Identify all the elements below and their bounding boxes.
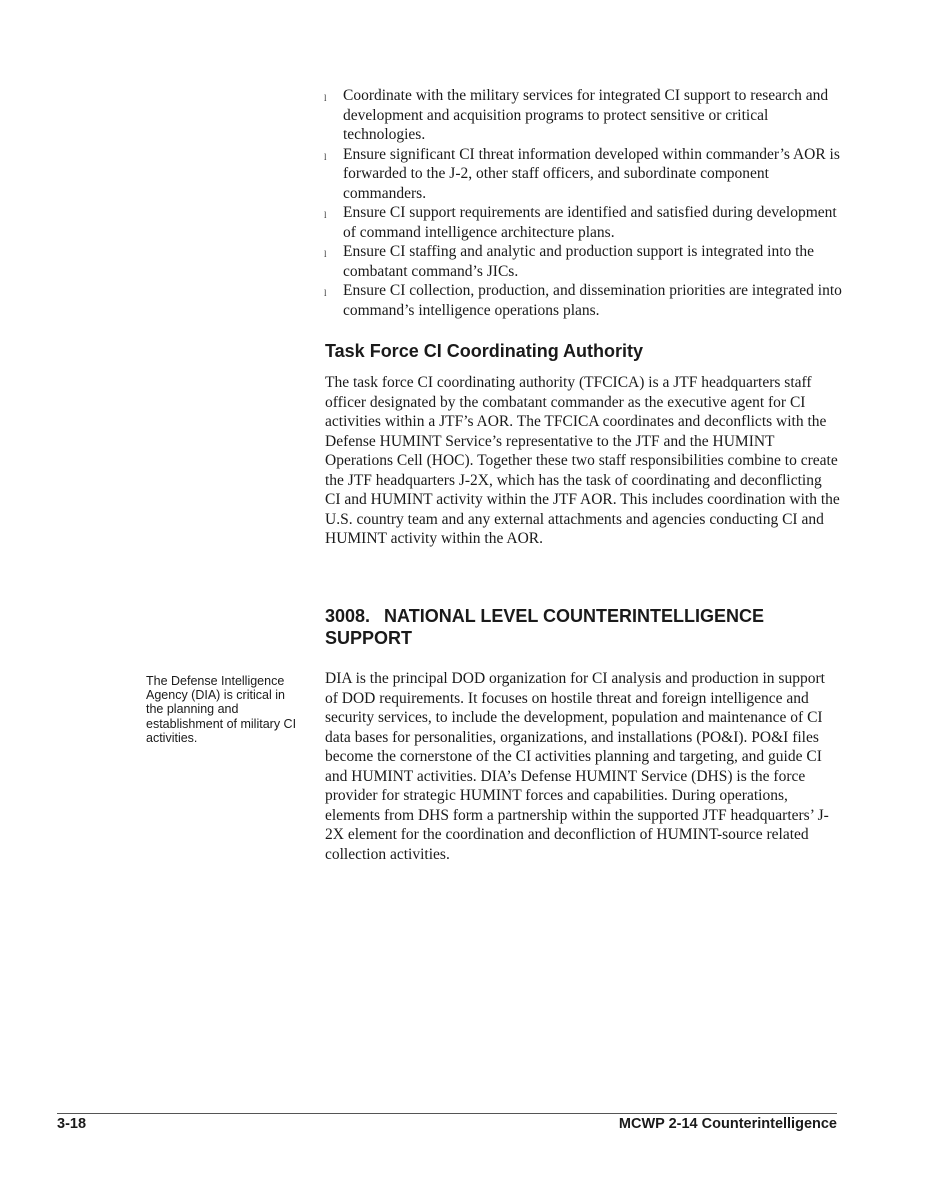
dia-paragraph: DIA is the principal DOD organization for CI analysis and production in support of DOD requirements. It focuses on hostile threat and foreign intelligence and security services, to include the development, population and maintenance of CI data bases for personalities, organizations, and installations (PO&I). PO&I files become the cornerstone of the CI activities planning and targeting, and guide CI and HUMINT activities. DIA’s Defense HUMINT Service (DHS) is the force provider for strategic HUMINT forces and capabilities. During operations, elements from DHS form a partnership within the supported JTF headquarters’ J-2X element for the coordination and deconfliction of HUMINT-source related collection activities. (325, 670, 829, 863)
bullet-marker: l (324, 151, 327, 162)
bullet-marker: l (324, 288, 327, 298)
publication-title: MCWP 2-14 Counterintelligence (618, 1116, 837, 1132)
margin-note: The Defense Intelligence Agency (DIA) is critical in the planning and establishment of military CI activities. (146, 674, 297, 745)
list-item (322, 281, 842, 320)
footer-divider (57, 1113, 837, 1114)
list-item (322, 86, 842, 145)
bullet-marker: l (324, 93, 327, 103)
list-item (322, 242, 842, 281)
bullet-marker: l (324, 210, 327, 220)
bullet-text: Ensure CI collection, production, and dissemination priorities are integrated into command’s intelligence operations plans. (343, 282, 842, 319)
task-force-paragraph: The task force CI coordinating authority (TFCICA) is a JTF headquarters staff officer designated by the combatant commander as the executive agent for CI activities within a JTF’s AOR. The TFCICA coordinates and deconflicts with the Defense HUMINT Service’s representative to the JTF and the HUMINT Operations Cell (HOC). Together these two staff responsibilities combine to create the JTF headquarters J-2X, which has the task of coordinating and deconflicting CI and HUMINT activity within the JTF AOR. This includes coordination with the U.S. country team and any external attachments and agencies conducting CI and HUMINT activity within the AOR. (325, 374, 840, 547)
bullet-text: Coordinate with the military services for integrated CI support to research and development and acquisition programs to protect sensitive or critical technologies. (343, 87, 829, 143)
task-force-heading: Task Force CI Coordinating Authority (325, 341, 644, 361)
bullet-marker: l (324, 249, 327, 259)
section-title: NATIONAL LEVEL COUNTERINTELLIGENCE SUPPORT (325, 606, 765, 648)
bullet-list (322, 86, 842, 320)
page-number: 3-18 (57, 1116, 87, 1132)
bullet-text: Ensure significant CI threat information developed within commander’s AOR is forwarded to the J-2, other staff officers, and subordinate component commanders. (343, 145, 840, 202)
section-number: 3008. (325, 606, 371, 626)
list-item (322, 145, 842, 204)
list-item (322, 203, 842, 242)
bullet-text: Ensure CI staffing and analytic and production support is integrated into the combatant command’s JICs. (343, 243, 815, 280)
bullet-text: Ensure CI support requirements are identified and satisfied during development of command intelligence architecture plans. (343, 204, 837, 241)
section-heading (325, 605, 825, 649)
